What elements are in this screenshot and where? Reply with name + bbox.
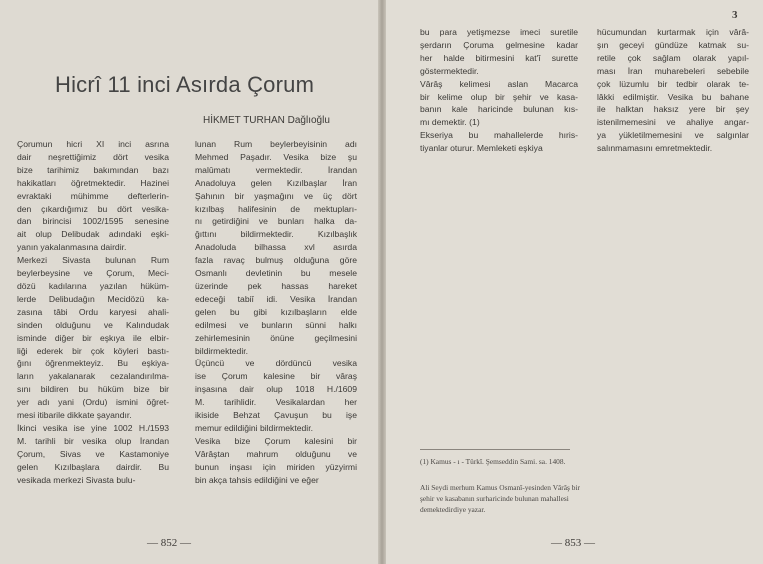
left-page-column-2 [195, 138, 357, 486]
footnote-2 [420, 482, 580, 515]
text-line: ması İran muharebeleri sebebile [597, 65, 749, 76]
text-line: haricinde bulunan mahallesi demektedir [420, 494, 569, 514]
text-line: nı getirdiğini ve bunları halka da- [195, 216, 357, 227]
text-line: inşasına dair olup 1018 H./1609 [195, 384, 357, 395]
text-line: kızılbaş halifesinin de mektupları- [195, 203, 357, 214]
text-line: Çorumun hicri XI inci asrına [17, 139, 169, 149]
text-line: edilmesi ve bunların sünni halkı [195, 319, 357, 330]
text-line: bu para yetişmezse imeci suretile [420, 27, 578, 37]
text-line: ğını öğrenmekteyiz. Bu eşkiya- [17, 358, 169, 369]
text-line: dair neşrettiğimiz dört vesika [17, 151, 169, 162]
text-line: evraktaki mühimme defterlerin- [17, 190, 169, 201]
text-line: Vesika bize Çorum kalesini bir [195, 435, 357, 446]
text-line: beylerbeysine ve Çorum, Meci- [17, 268, 169, 279]
text-line: İkinci vesika ise yine 1002 H./1593 [17, 422, 169, 433]
text-line: ğıttını bildirmektedir. Kızılbaşlık [195, 229, 357, 240]
text-line: göstermektedir. [420, 65, 479, 76]
right-page-column-2 [597, 26, 749, 155]
text-line: Çorum, Sivas ve Kastamoniye [17, 448, 169, 459]
text-line: Ekseriya bu mahallelerde hıris- [420, 130, 578, 141]
text-line: Merkezi Sivasta bulunan Rum [17, 255, 169, 266]
text-line: mesi itibarile dikkate şayandır. [17, 410, 132, 421]
text-line: zehirlemesinin önüne geçilmesini [195, 332, 357, 343]
text-line: Anadoluya gelen Kızılbaşlar İran [195, 177, 357, 188]
text-line: lerde Delibudağın Mecidözü ka- [17, 293, 169, 304]
text-line: banın kale haricinde bulunan kıs- [420, 104, 578, 115]
text-line: gelen Kızılbaşlara dairdir. Bu [17, 461, 169, 472]
text-line: Anadoluda bilhassa xvl asırda [195, 242, 357, 253]
text-line: retile çok sağlam olarak yapıl- [597, 52, 749, 63]
text-line: M. tarihli bir vesika olup İrandan [17, 435, 169, 446]
text-line: liği ederek bir çok köyleri bastı- [17, 345, 169, 356]
footnote-1: (1) Kamus - ı - Türkî. Şemseddin Sami. sa. 1408. [420, 457, 566, 466]
text-line: fazla ravaç bulmuş olduğuna göre [195, 255, 357, 266]
text-line: şerdarın Çoruma gelmesine kadar [420, 39, 578, 50]
text-line: ait olup Delibudak adındaki eşki- [17, 229, 169, 240]
text-line: zasına tâbi Ordu karyesi ahali- [17, 306, 169, 317]
book-gutter [378, 0, 386, 564]
text-line: yanın yakalanmasına dairdir. [17, 242, 127, 253]
text-line: bin akça tahsis edildiğini ve eğer [195, 474, 319, 485]
article-author: HİKMET TURHAN Dağlıoğlu [203, 115, 330, 126]
text-line: her halde bitirmesini kat'î surette [420, 52, 578, 63]
article-title: Hicrî 11 inci Asırda Çorum [55, 72, 315, 97]
text-line: isminde diğer bir eşkıya ile elbir- [17, 332, 169, 343]
text-line: ise Çorum kalesine bir vâraş [195, 371, 357, 382]
text-line: Üçüncü ve dördüncü vesika [195, 358, 357, 369]
text-line: çok lüzumlu bir tedbir olarak te- [597, 78, 749, 89]
text-line: gelen bu gibi kızılbaşların elde [195, 306, 357, 317]
text-line: üzerinde pek hassas hareket [195, 280, 357, 291]
text-line: yer adı yani (Ordu) ismini öğret- [17, 397, 169, 408]
text-line: istenilmemesini ve ahaliye angar- [597, 117, 749, 128]
text-line: den çıkardığımız bu dört vesika- [17, 203, 169, 214]
text-line: vesikada merkezi Sivasta bulu- [17, 474, 136, 485]
text-line: dözü kadılarına yazılan hüküm- [17, 280, 169, 291]
text-line: ikiside Behzat Çavuşun bu işe [195, 410, 357, 421]
text-line: Osmanlı devletinin bu mesele [195, 268, 357, 279]
text-line: mı demektir. (1) [420, 117, 480, 128]
text-line: bunun inşası için miriden yüzyirmi [195, 461, 357, 472]
text-line: Ali Seydi merhum Kamus Osmanî- [420, 483, 525, 492]
page-number-left: — 852 — [147, 537, 191, 549]
text-line: dan birincisi 1002/1595 senesine [17, 216, 169, 227]
text-line: diye yazar. [453, 505, 486, 514]
text-line: Vârâş kelimesi aslan Macarca [420, 78, 578, 89]
text-line: malûmatı vermektedir. İrandan [195, 164, 357, 175]
text-line: memur edildiğini bildirmektedir. [195, 422, 313, 433]
text-line: ların yakalanarak cezalandırılma- [17, 371, 169, 382]
text-line: bir kelime olup bir şehir ve kasa- [420, 91, 578, 102]
left-page-column-1 [17, 138, 169, 486]
text-line: edeceği tabiî idi. Vesika İrandan [195, 293, 357, 304]
text-line: ile halktan haksız yere bir şey [597, 104, 749, 115]
text-line: lâkki edilmiştir. Vesika bu bahane [597, 91, 749, 102]
page-number-top: 3 [732, 9, 738, 21]
text-line: ya yükletilmemesini ve salgınlar [597, 130, 749, 141]
text-line: salınmamasını emretmektedir. [597, 143, 713, 154]
text-line: şın geceyi gündüze katmak su- [597, 39, 749, 50]
text-line: hakikatları öğretmektedir. Hazinei [17, 177, 169, 188]
page-number-right: — 853 — [551, 537, 595, 549]
text-line: bize tarihimiz bakımından bazı [17, 164, 169, 175]
footnote-divider [420, 449, 570, 450]
text-line: Mehmed Paşadır. Vesika bize şu [195, 151, 357, 162]
text-line: sını bildiren bu hüküm bize bir [17, 384, 169, 395]
text-line: sinden olduğunu ve Kalındudak [17, 319, 169, 330]
text-line: Vârâştan mahrum olduğunu ve [195, 448, 357, 459]
text-line: hücumundan kurtarmak için vârâ- [597, 27, 749, 37]
text-line: M. tarihlidir. Vesikalardan her [195, 397, 357, 408]
right-page-column-1 [420, 26, 578, 155]
text-line: tiyanlar oturur. Memleketi eşkiya [420, 143, 543, 154]
text-line: yesinden Vârâş bir şehir ve kasabanın sur [420, 483, 580, 503]
text-line: bildirmektedir. [195, 345, 249, 356]
text-line: lunan Rum beylerbeyisinin adı [195, 139, 357, 149]
text-line: Şahının bir yaşmağını ve üç dört [195, 190, 357, 201]
